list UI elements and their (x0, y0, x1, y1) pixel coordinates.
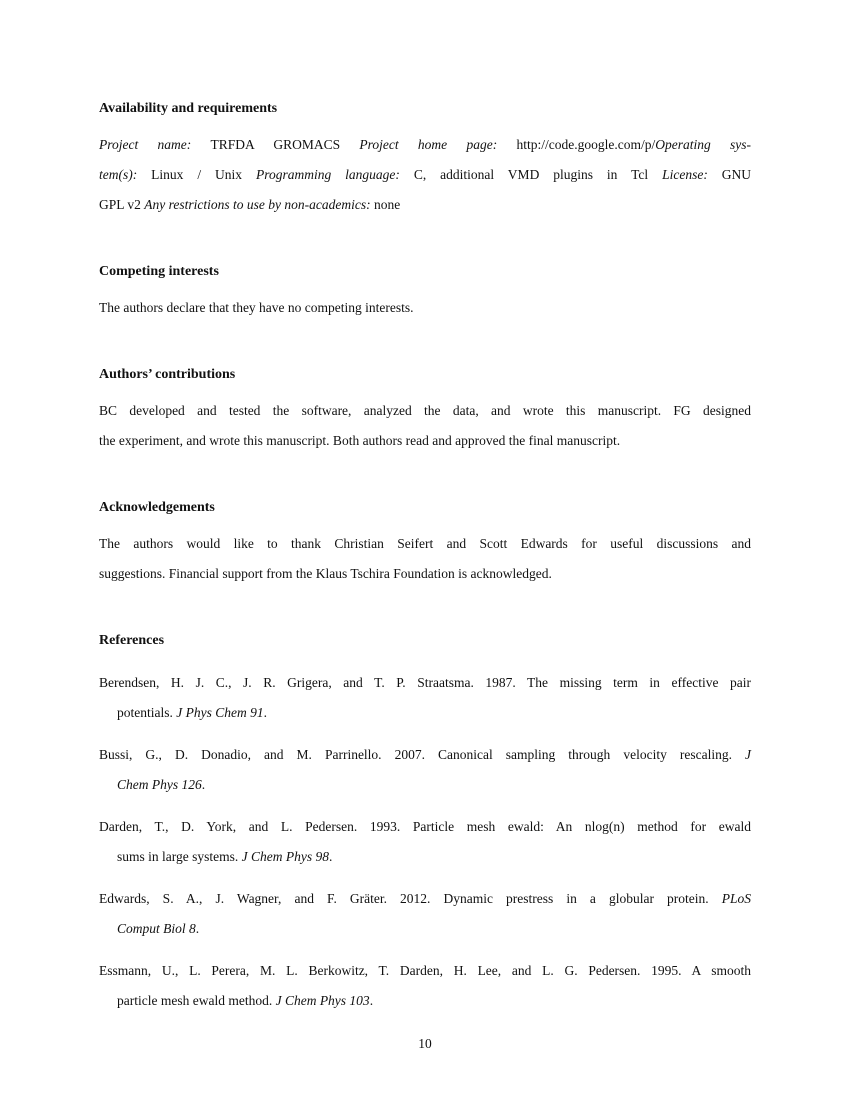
text-line (99, 130, 751, 160)
section-heading-references: References (99, 633, 165, 648)
text-line (99, 914, 751, 944)
reference-entry (99, 956, 751, 1016)
text-line (99, 529, 751, 559)
reference-entry (99, 740, 751, 800)
italic-text-run: J Chem Phys 98 (241, 849, 329, 864)
text-run: . (201, 777, 206, 792)
text-line (99, 160, 751, 190)
italic-text-run: J Phys Chem 91 (176, 705, 264, 720)
text-run: none (373, 197, 401, 212)
text-run: Bussi, G., D. Donadio, and M. Parrinello. 2007. Canonical sampling through velocity rescaling. (99, 747, 745, 762)
italic-text-run: Project name: (99, 137, 211, 152)
text-run: BC developed and tested the software, analyzed the data, and wrote this manuscript. FG designed (99, 403, 751, 418)
reference-entry (99, 812, 751, 872)
section-heading-availability: Availability and requirements (99, 101, 278, 116)
italic-text-run: J Chem Phys 103 (275, 993, 370, 1008)
text-run: GPL v2 (99, 197, 145, 212)
section-heading-competing-interests: Competing interests (99, 264, 219, 279)
text-run: particle mesh ewald method. (117, 993, 276, 1008)
text-line (99, 812, 751, 842)
italic-text-run: J (745, 747, 751, 762)
text-run: sums in large systems. (117, 849, 242, 864)
paragraph (99, 529, 751, 589)
section-heading-authors-contributions: Authors’ contributions (99, 367, 236, 382)
page-content (99, 94, 751, 1059)
text-run: . (263, 705, 267, 720)
italic-text-run: License: (662, 167, 722, 182)
text-run: http://code.google.com/p/ (516, 137, 656, 152)
text-line (99, 190, 751, 220)
text-run: Edwards, S. A., J. Wagner, and F. Gräter. 2012. Dynamic prestress in a globular protein. (99, 891, 722, 906)
text-run: suggestions. Financial support from the Klaus Tschira Foundation is acknowledged. (99, 566, 552, 581)
section-heading-acknowledgements: Acknowledgements (99, 500, 215, 515)
italic-text-run: Chem Phys 126 (117, 777, 202, 792)
text-line (99, 668, 751, 698)
text-line (99, 426, 751, 456)
text-run: . (369, 993, 374, 1008)
italic-text-run: Operating sys- (655, 137, 751, 152)
paragraph (99, 293, 751, 323)
text-run: . (195, 921, 200, 936)
italic-text-run: Programming language: (255, 167, 414, 182)
text-run: the experiment, and wrote this manuscript. Both authors read and approved the final manuscript. (99, 433, 621, 448)
text-run: Essmann, U., L. Perera, M. L. Berkowitz, T. Darden, H. Lee, and L. G. Pedersen. 1995. A smooth (99, 963, 751, 978)
text-line (99, 986, 751, 1016)
text-line (99, 956, 751, 986)
italic-text-run: Comput Biol 8 (117, 921, 196, 936)
text-run: TRFDA GROMACS (210, 137, 360, 152)
italic-text-run: Project home page: (359, 137, 517, 152)
italic-text-run: PLoS (721, 891, 751, 906)
reference-entry (99, 668, 751, 728)
text-run: Linux / Unix (151, 167, 256, 182)
text-line (99, 698, 751, 728)
text-run: Berendsen, H. J. C., J. R. Grigera, and T. P. Straatsma. 1987. The missing term in effective pair (99, 675, 751, 690)
italic-text-run: Any restrictions to use by non-academics: (144, 197, 374, 212)
text-run: The authors would like to thank Christian Seifert and Scott Edwards for useful discussions and (99, 536, 751, 551)
text-line (99, 293, 751, 323)
text-run: potentials. (117, 705, 177, 720)
text-run: Darden, T., D. York, and L. Pedersen. 1993. Particle mesh ewald: An nlog(n) method for ewald (99, 819, 751, 834)
reference-entry (99, 884, 751, 944)
text-run: The authors declare that they have no competing interests. (99, 300, 414, 315)
text-run: GNU (721, 167, 752, 182)
text-line (99, 740, 751, 770)
text-run: C, additional VMD plugins in Tcl (413, 167, 663, 182)
page-number: 10 (418, 1036, 432, 1051)
text-line (99, 396, 751, 426)
text-line (99, 559, 751, 589)
paragraph (99, 130, 751, 220)
text-run: . (328, 849, 333, 864)
italic-text-run: tem(s): (99, 167, 152, 182)
paragraph (99, 396, 751, 456)
text-line (99, 842, 751, 872)
text-line (99, 770, 751, 800)
text-line (99, 884, 751, 914)
